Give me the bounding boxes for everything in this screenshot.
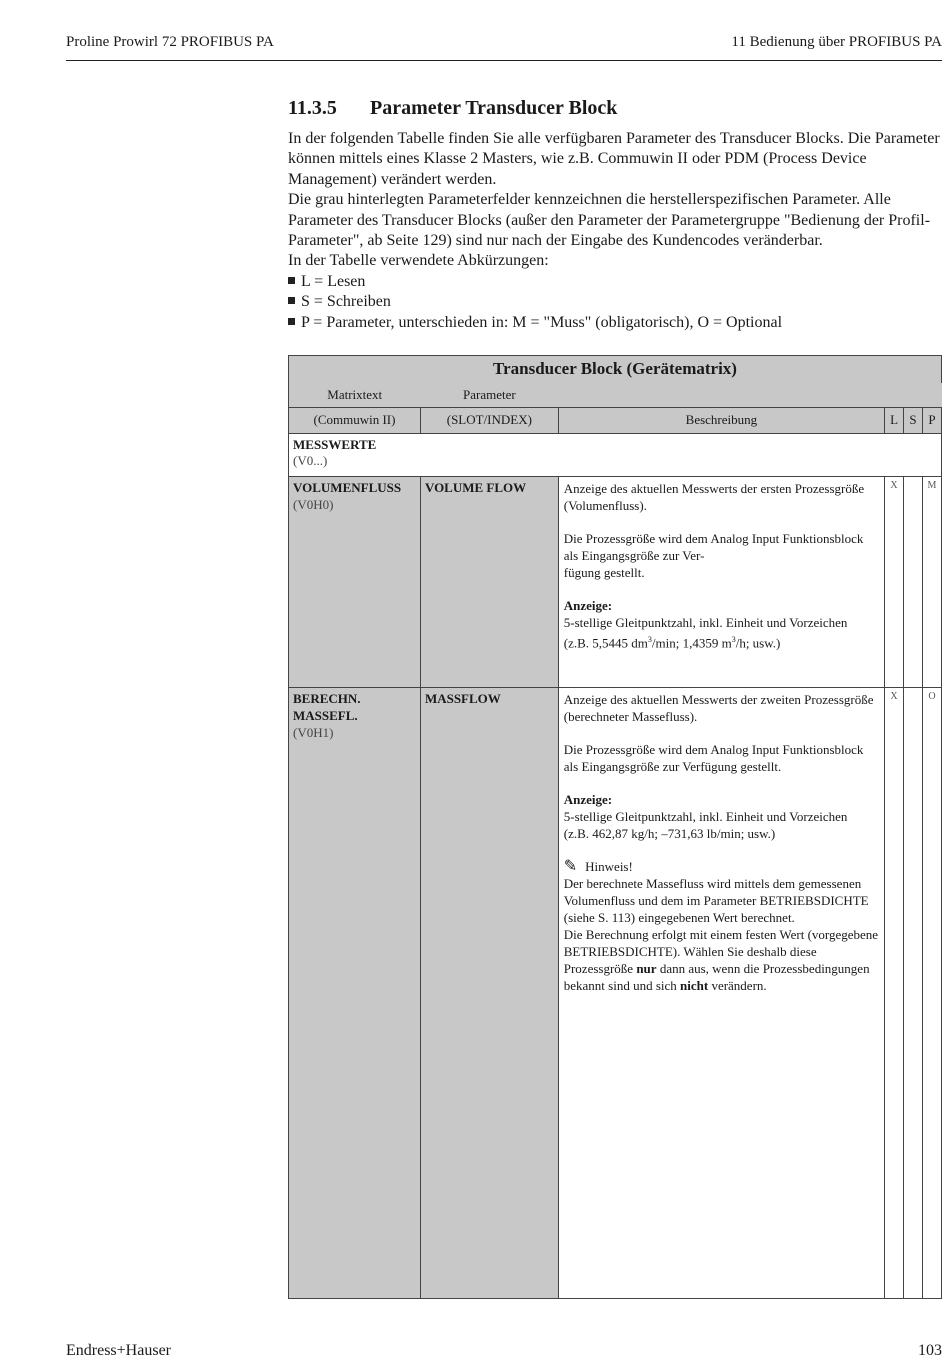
gray-fields-paragraph: Die grau hinterlegten Parameterfelder kennzeichnen die herstellerspezifischen Parameter. Alle Parameter des Transducer Blocks (außer den Parameter der Parametergruppe "Bedienung der Profil-Parameter", ab Seite 129) sind nur nach der Eingabe des Kundencodes veränderbar. [288,191,931,250]
col-l-header: L [885,408,904,434]
intro-paragraph: In der folgenden Tabelle finden Sie alle verfügbaren Parameter des Transducer Blocks. Die Parameter können mittels eines Klasse 2 Masters, wie z.B. Commuwin II oder PDM (Process Device Management) verändert werden. [288,130,940,188]
note-heading: ✎ Hinweis! [563,858,633,875]
col-description-header: Beschreibung [558,408,884,434]
transducer-block-table [288,355,942,1299]
bullet-square-icon [288,318,295,325]
matrix-code: (V0H1) [293,724,334,740]
description-text: Anzeige des aktuellen Messwerts der ersten Prozessgröße (Volumenfluss). [563,481,865,513]
matrix-code: (V0H0) [293,496,334,512]
parameter-cell: MASSFLOW [420,688,558,1299]
flag-p: O [922,688,941,1299]
group-code: (V0...) [293,453,328,468]
section-number: 11.3.5 [288,97,337,119]
note-text: Der berechnete Massefluss wird mittels dem gemessenen Volumenfluss und dem im Parameter BETRIEBSDICHTE (siehe S. 113) eingegebenen Wert berechnet. [563,876,869,925]
display-format: 5-stellige Gleitpunktzahl, inkl. Einheit und Vorzeichen [563,615,848,630]
bullet-item: S = Schreiben [288,292,942,312]
header-product: Proline Prowirl 72 PROFIBUS PA [66,34,274,50]
matrix-cell [289,688,421,1299]
abbreviations-intro: In der Tabelle verwendete Abkürzungen: [288,252,549,270]
display-label: Anzeige: [563,792,613,807]
bullet-item: P = Parameter, unterschieden in: M = "Muss" (obligatorisch), O = Optional [288,313,942,333]
display-format: 5-stellige Gleitpunktzahl, inkl. Einheit und Vorzeichen [563,809,848,824]
flag-l: X [885,477,904,688]
display-example: (z.B. 462,87 kg/h; –731,63 lb/min; usw.) [563,826,776,841]
section-content [288,97,942,333]
footer-company: Endress+Hauser [66,1342,171,1359]
col-commuwin-header: (Commuwin II) [289,408,421,434]
table-row [289,477,942,688]
bullet-square-icon [288,297,295,304]
flag-s [904,688,923,1299]
flag-l: X [885,688,904,1299]
col-matrixtext-header: Matrixtext [289,383,421,408]
table-title: Transducer Block (Gerätematrix) [289,356,942,383]
parameter-cell: VOLUME FLOW [420,477,558,688]
note-text: Die Berechnung erfolgt mit einem festen Wert (vorgegebene BETRIEBSDICHTE). Wählen Sie deshalb diese Prozessgröße nur dann aus, wenn die Prozessbedingungen bekannt sind und sich nicht verändern. [563,927,879,993]
section-title: Parameter Transducer Block [370,97,618,119]
col-slot-index-header: (SLOT/INDEX) [420,408,558,434]
description-text: Die Prozessgröße wird dem Analog Input Funktionsblock als Eingangsgröße zur Verfügung gestellt. [563,742,864,774]
description-cell [558,477,884,688]
section-heading [288,97,942,120]
flag-s [904,477,923,688]
description-text: Die Prozessgröße wird dem Analog Input Funktionsblock als Eingangsgröße zur Ver- fügung gestellt. [563,531,864,580]
bullet-square-icon [288,277,295,284]
col-parameter-header: Parameter [462,386,516,402]
display-example: (z.B. 5,5445 $dm^3/\min$; 1,4359 $m^3/h$; usw.) [563,635,781,651]
matrix-text: VOLUMENFLUSS [293,480,402,495]
matrix-cell [289,477,421,688]
table-row [289,688,942,1299]
pencil-icon: ✎ [563,858,578,875]
matrix-text: MASSEFL. [293,707,358,723]
display-label: Anzeige: [563,598,613,613]
group-name: MESSWERTE [293,437,377,452]
matrix-text: BERECHN. [293,691,361,706]
group-row [289,434,942,477]
header-chapter: 11 Bedienung über PROFIBUS PA [731,34,942,50]
page-header [66,32,942,61]
flag-p: M [922,477,941,688]
bullet-item: L = Lesen [288,272,942,292]
col-s-header: S [904,408,923,434]
description-text: Anzeige des aktuellen Messwerts der zweiten Prozessgröße (berechneter Massefluss). [563,692,874,724]
page-number: 103 [918,1342,942,1359]
col-p-header: P [922,408,941,434]
description-cell [558,688,884,1299]
